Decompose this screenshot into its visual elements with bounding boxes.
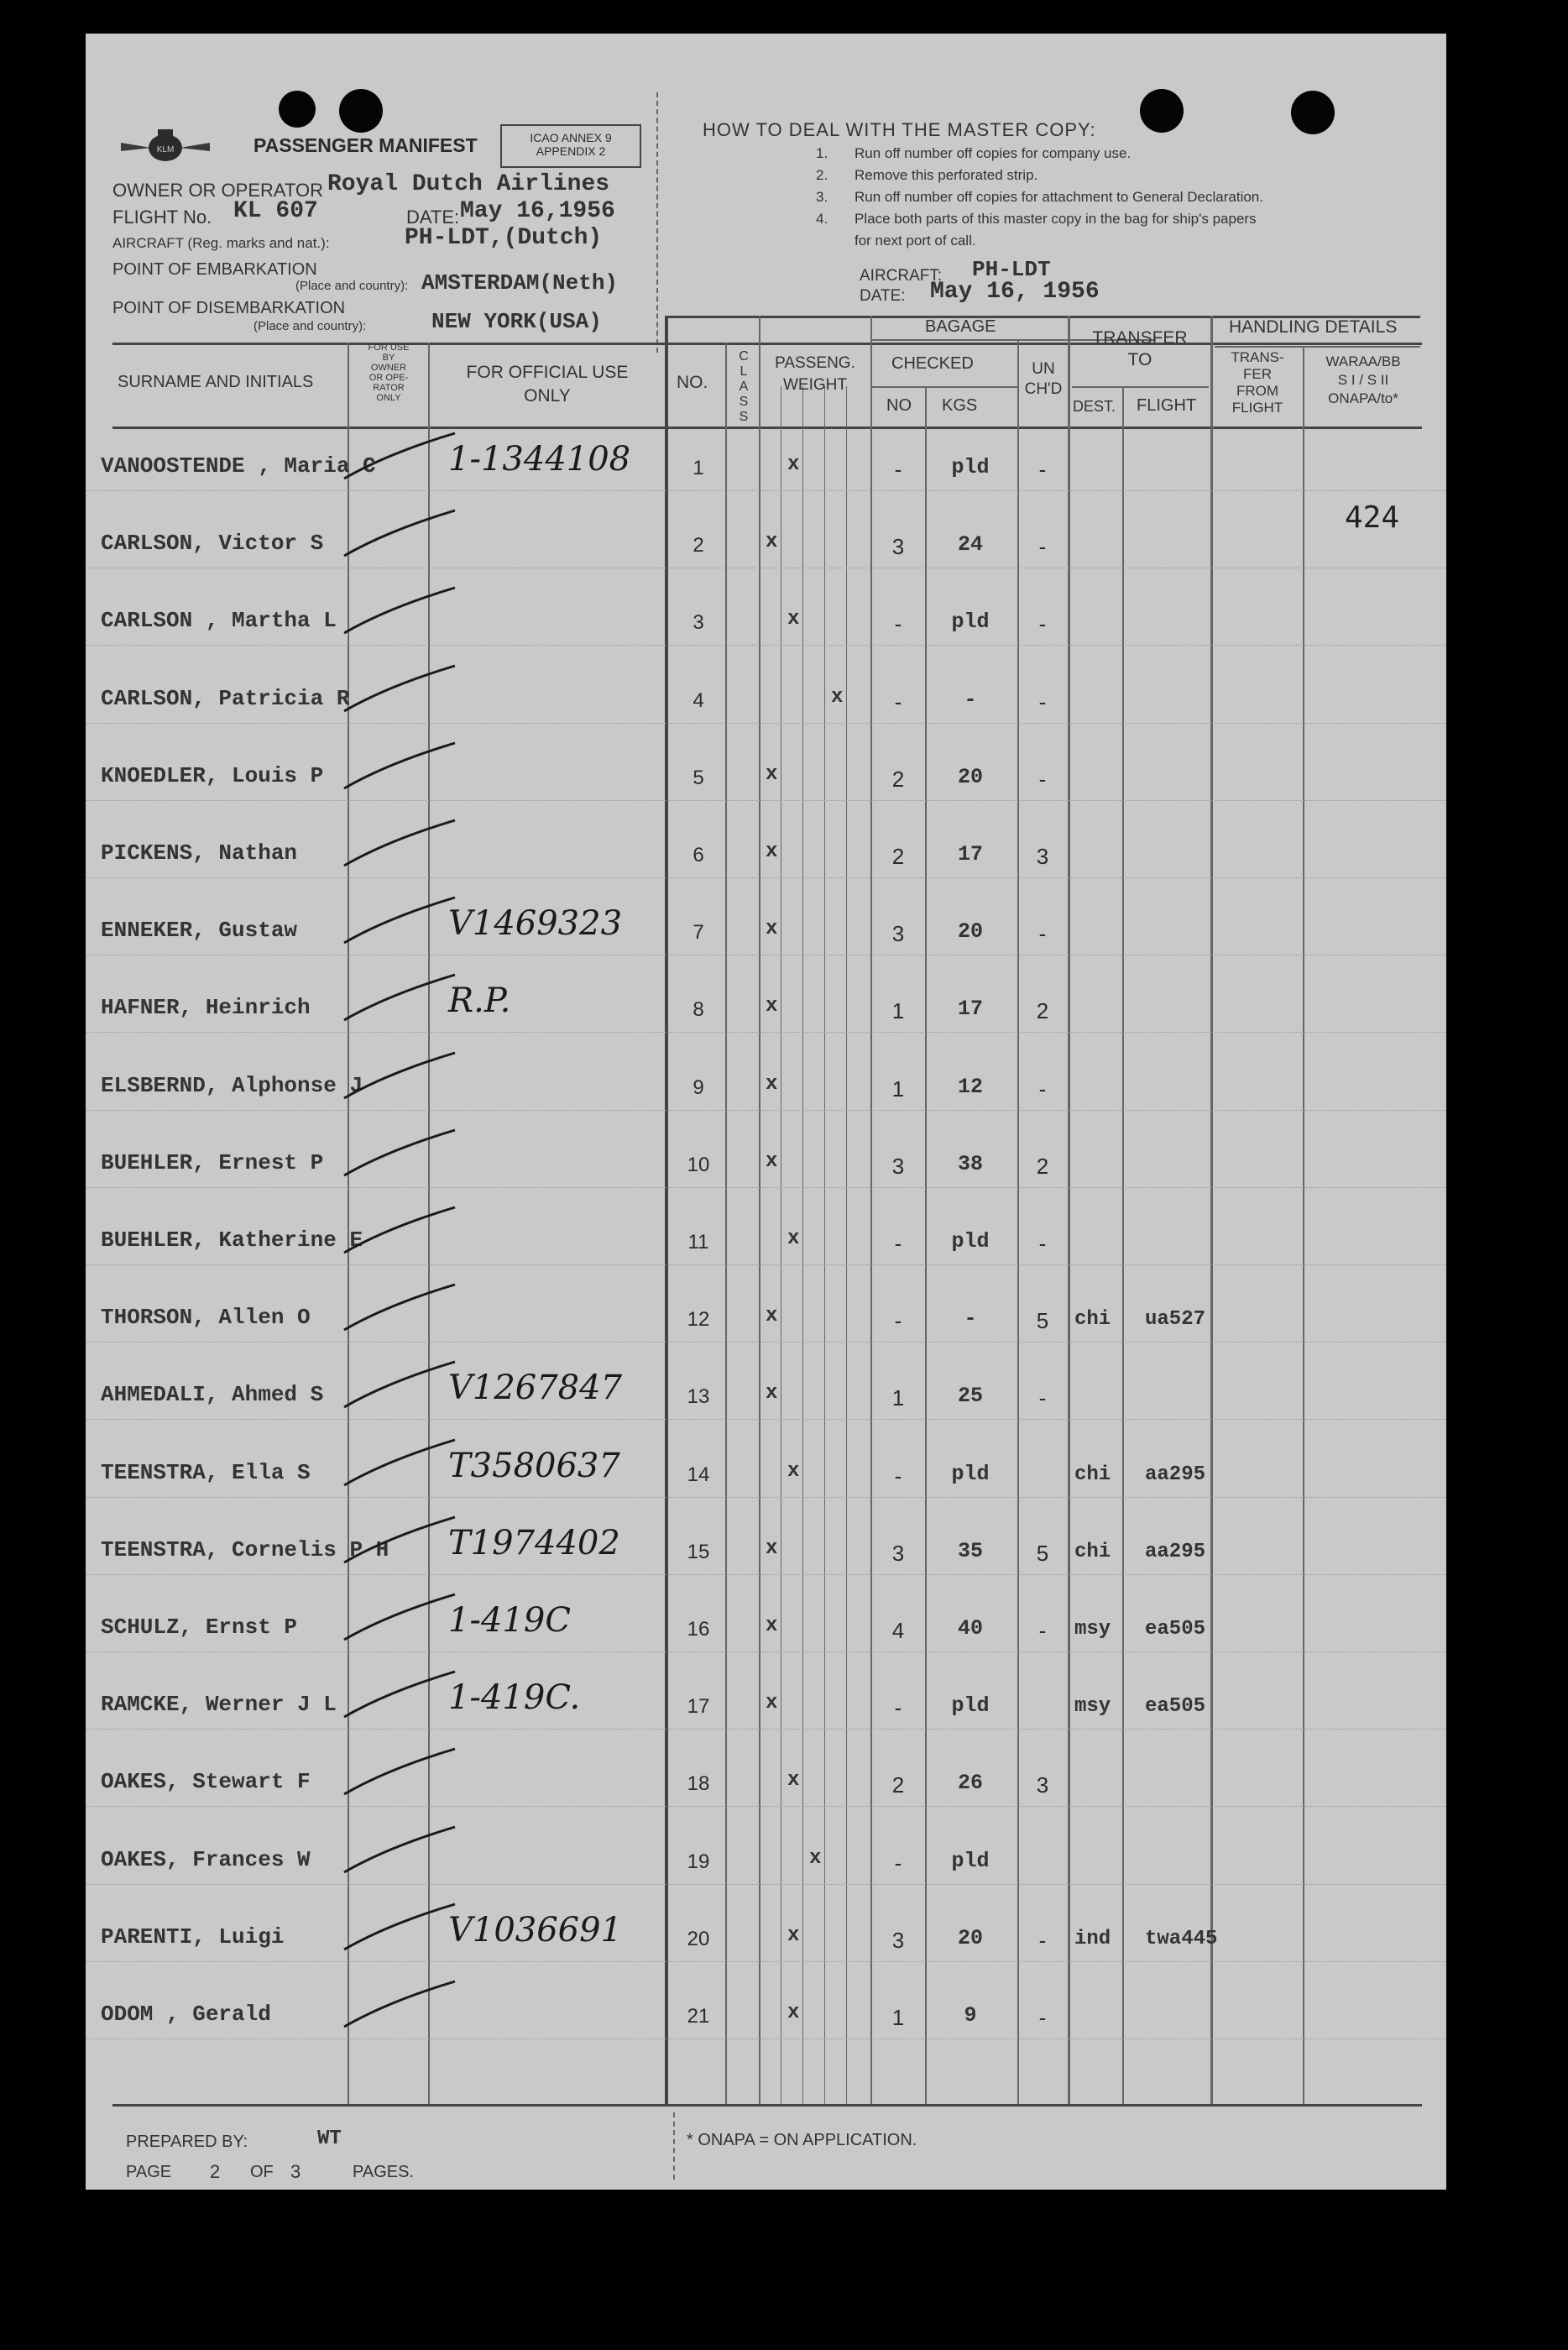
passenger-name: THORSON, Allen O xyxy=(101,1305,311,1330)
punch-hole-right-1 xyxy=(1140,89,1184,133)
official-use-entry: 1-419C. xyxy=(448,1678,581,1717)
of-value: 3 xyxy=(290,2161,301,2182)
instruction-item: 3. Run off number off copies for attachment to General Declaration. xyxy=(816,189,1263,205)
check-slash-mark xyxy=(337,1744,463,1803)
transfer-dest: ind xyxy=(1074,1928,1111,1950)
unchecked-count: 2 xyxy=(1036,998,1049,1023)
col-sep-no xyxy=(665,316,668,2104)
weight-mark: x xyxy=(766,531,778,553)
checked-count: 3 xyxy=(891,534,905,559)
row-guide-line xyxy=(86,1806,1446,1807)
passenger-name: PARENTI, Luigi xyxy=(101,1924,285,1950)
aircraft-value: PH-LDT,(Dutch) xyxy=(405,225,603,251)
checked-count: 3 xyxy=(891,1541,905,1566)
check-slash-mark xyxy=(337,1125,463,1184)
checked-kgs: 26 xyxy=(957,1771,983,1795)
check-slash-mark xyxy=(337,815,463,874)
col-header-dest: DEST. xyxy=(1073,398,1116,415)
handling-subline xyxy=(1215,346,1420,348)
checked-kgs: pld xyxy=(951,1693,990,1718)
passenger-number: 15 xyxy=(687,1541,710,1563)
unchecked-count: - xyxy=(1038,2005,1047,2030)
weight-mark: x xyxy=(787,453,800,476)
flight-label: FLIGHT No. xyxy=(112,207,212,228)
passenger-number: 16 xyxy=(687,1618,710,1641)
check-slash-mark xyxy=(337,1048,463,1107)
passenger-name: BUEHLER, Ernest P xyxy=(101,1150,324,1175)
col-sep-unchd xyxy=(1017,339,1019,2104)
weight-mark: x xyxy=(766,1382,778,1405)
col-sep-bagage xyxy=(870,316,872,2104)
of-label: OF xyxy=(250,2163,274,2181)
checked-count: 2 xyxy=(891,844,905,869)
footer-perforation xyxy=(673,2112,675,2180)
col-header-bagage: BAGAGE xyxy=(925,317,996,336)
check-slash-mark xyxy=(337,1899,463,1958)
transfer-flight: aa295 xyxy=(1145,1463,1206,1486)
prepared-by-value: WT xyxy=(317,2128,342,2150)
passenger-number: 17 xyxy=(687,1695,710,1718)
col-header-checked-no: NO xyxy=(886,396,912,415)
prepared-by-label: PREPARED BY: xyxy=(126,2133,248,2151)
checked-count: - xyxy=(894,1850,902,1876)
check-slash-mark xyxy=(337,970,463,1028)
transfer-flight: ea505 xyxy=(1145,1695,1206,1718)
instructions-title: HOW TO DEAL WITH THE MASTER COPY: xyxy=(703,119,1096,140)
checked-kgs: 17 xyxy=(957,842,983,866)
check-slash-mark xyxy=(337,1512,463,1571)
unchecked-count: - xyxy=(1038,1928,1047,1953)
official-use-entry: R.P. xyxy=(448,981,511,1020)
embarkation-label: POINT OF EMBARKATION xyxy=(112,260,317,279)
unchecked-count: - xyxy=(1038,1618,1047,1643)
passenger-name: CARLSON, Patricia R xyxy=(101,686,350,711)
check-slash-mark xyxy=(337,1357,463,1416)
checked-kgs: pld xyxy=(951,1849,990,1873)
checked-count: 1 xyxy=(891,998,905,1023)
unchecked-count: - xyxy=(1038,457,1047,482)
disembarkation-sub: (Place and country): xyxy=(253,319,367,333)
checked-count: - xyxy=(894,689,902,714)
check-slash-mark xyxy=(337,1589,463,1648)
instruction-item: 1. Run off number off copies for company use. xyxy=(816,145,1132,161)
row-guide-line xyxy=(86,490,1446,491)
embarkation-value: AMSTERDAM(Neth) xyxy=(421,270,619,296)
passenger-name: OAKES, Frances W xyxy=(101,1847,311,1872)
col-sep-kgs xyxy=(925,386,927,2104)
transfer-flight: aa295 xyxy=(1145,1541,1206,1563)
row-guide-line xyxy=(86,645,1446,646)
weight-mark: x xyxy=(787,2002,800,2024)
row-guide-line xyxy=(86,1651,1446,1652)
col-sep-transfer xyxy=(1068,316,1070,2104)
passenger-name: OAKES, Stewart F xyxy=(101,1769,311,1794)
transfer-dest: chi xyxy=(1074,1308,1111,1331)
checked-count: 3 xyxy=(891,1928,905,1953)
official-use-entry: T1974402 xyxy=(448,1524,620,1562)
passenger-name: SCHULZ, Ernst P xyxy=(101,1615,298,1640)
checked-count: 2 xyxy=(891,767,905,792)
checked-count: 1 xyxy=(891,2005,905,2030)
passenger-number: 13 xyxy=(687,1385,710,1408)
aircraft-label: AIRCRAFT (Reg. marks and nat.): xyxy=(112,235,330,251)
unchecked-count: 5 xyxy=(1036,1308,1049,1333)
row-guide-line xyxy=(86,800,1446,801)
check-slash-mark xyxy=(337,661,463,720)
passenger-name: BUEHLER, Katherine E xyxy=(101,1227,363,1253)
checked-count: - xyxy=(894,1231,902,1256)
icao-line1: ICAO ANNEX 9 xyxy=(530,131,612,144)
col-header-class: C L A S S xyxy=(739,349,749,424)
col-sep-handling xyxy=(1210,316,1213,2104)
icao-box xyxy=(500,124,641,168)
checked-kgs: 20 xyxy=(957,919,983,944)
weight-mark: x xyxy=(787,1460,800,1483)
passenger-number: 8 xyxy=(693,998,704,1021)
check-slash-mark xyxy=(337,1822,463,1881)
checked-kgs: 25 xyxy=(957,1384,983,1408)
date-label: DATE: xyxy=(406,207,460,228)
manifest-title: PASSENGER MANIFEST xyxy=(253,134,478,156)
check-slash-mark xyxy=(337,1976,463,2035)
check-slash-mark xyxy=(337,583,463,641)
checked-count: 4 xyxy=(891,1618,905,1643)
checked-kgs: 12 xyxy=(957,1075,983,1099)
col-sep-w2 xyxy=(802,386,803,2104)
checked-count: 1 xyxy=(891,1385,905,1411)
row-guide-line xyxy=(86,1419,1446,1420)
row-guide-line xyxy=(86,1574,1446,1575)
page-label: PAGE xyxy=(126,2163,172,2181)
handling-code: 424 xyxy=(1345,500,1400,535)
passenger-name: AHMEDALI, Ahmed S xyxy=(101,1382,324,1407)
punch-hole-left-1 xyxy=(279,91,316,128)
checked-count: - xyxy=(894,1308,902,1333)
passenger-name: ODOM , Gerald xyxy=(101,2002,271,2027)
checked-count: 3 xyxy=(891,921,905,946)
row-guide-line xyxy=(86,1884,1446,1885)
unchecked-count: 5 xyxy=(1036,1541,1049,1566)
instructions-date-value: May 16, 1956 xyxy=(930,279,1100,305)
weight-mark: x xyxy=(766,1615,778,1637)
weight-mark: x xyxy=(831,686,844,709)
row-guide-line xyxy=(86,1497,1446,1498)
col-sep-weight xyxy=(759,316,760,2104)
transfer-dest: msy xyxy=(1074,1618,1111,1641)
weight-mark: x xyxy=(766,763,778,786)
official-use-entry: 1-1344108 xyxy=(448,440,631,479)
passenger-number: 1 xyxy=(693,457,704,479)
passenger-number: 10 xyxy=(687,1154,710,1176)
table-header-bottom xyxy=(112,427,1422,429)
row-guide-line xyxy=(86,1264,1446,1265)
check-slash-mark xyxy=(337,1435,463,1494)
checked-kgs: 20 xyxy=(957,765,983,789)
transfer-dest: chi xyxy=(1074,1541,1111,1563)
passenger-number: 19 xyxy=(687,1850,710,1873)
passenger-number: 9 xyxy=(693,1076,704,1099)
col-header-transfer: TRANSFER TO xyxy=(1092,328,1188,369)
passenger-number: 18 xyxy=(687,1772,710,1795)
transfer-dest: msy xyxy=(1074,1695,1111,1718)
instructions-aircraft-value: PH-LDT xyxy=(972,257,1051,282)
official-use-entry: T3580637 xyxy=(448,1447,620,1485)
checked-kgs: 38 xyxy=(957,1152,983,1176)
check-slash-mark xyxy=(337,738,463,797)
manifest-sheet xyxy=(86,34,1446,2190)
klm-crown-logo-icon xyxy=(119,123,212,170)
passenger-name: ENNEKER, Gustaw xyxy=(101,918,298,943)
disembarkation-value: NEW YORK(USA) xyxy=(431,309,602,334)
unchecked-count: - xyxy=(1038,1231,1047,1256)
passenger-name: KNOEDLER, Louis P xyxy=(101,763,324,788)
disembarkation-label: POINT OF DISEMBARKATION xyxy=(112,299,346,317)
weight-mark: x xyxy=(787,1227,800,1250)
svg-text:KLM: KLM xyxy=(156,145,175,154)
weight-mark: x xyxy=(766,995,778,1018)
unchecked-count: - xyxy=(1038,534,1047,559)
checked-kgs: 20 xyxy=(957,1926,983,1950)
page-value: 2 xyxy=(210,2161,221,2182)
checked-count: - xyxy=(894,611,902,636)
weight-mark: x xyxy=(766,840,778,863)
punch-hole-left-2 xyxy=(339,89,383,133)
checked-count: - xyxy=(894,1463,902,1489)
instruction-item: 4. Place both parts of this master copy in the bag for ship's papers xyxy=(816,211,1257,227)
col-header-official-use: FOR OFFICIAL USE ONLY xyxy=(466,363,629,406)
weight-mark: x xyxy=(809,1847,822,1870)
passenger-number: 2 xyxy=(693,534,704,557)
col-header-waraa: WARAA/BB S I / S II ONAPA/to* xyxy=(1325,353,1401,406)
punch-hole-right-2 xyxy=(1291,91,1335,134)
check-slash-mark xyxy=(337,1667,463,1725)
checked-kgs: - xyxy=(964,688,977,712)
col-header-weight: PASSENG. WEIGHT xyxy=(775,354,855,394)
checked-count: 1 xyxy=(891,1076,905,1102)
passenger-number: 12 xyxy=(687,1308,710,1331)
checked-count: - xyxy=(894,1695,902,1720)
col-header-handling: HANDLING DETAILS xyxy=(1229,317,1398,337)
row-guide-line xyxy=(86,1110,1446,1111)
passenger-number: 7 xyxy=(693,921,704,944)
passenger-number: 5 xyxy=(693,767,704,789)
unchecked-count: - xyxy=(1038,1076,1047,1102)
col-sep-waraa xyxy=(1303,346,1304,2104)
instruction-item: for next port of call. xyxy=(855,233,976,249)
instructions-aircraft-label: AIRCRAFT: xyxy=(860,267,943,285)
passenger-name: CARLSON, Victor S xyxy=(101,531,324,556)
col-sep-dest xyxy=(1122,386,1124,2104)
icao-line2: APPENDIX 2 xyxy=(536,144,606,158)
perforation-strip xyxy=(656,92,658,353)
passenger-name: PICKENS, Nathan xyxy=(101,840,298,866)
weight-mark: x xyxy=(766,1073,778,1096)
unchecked-count: - xyxy=(1038,921,1047,946)
passenger-number: 11 xyxy=(687,1231,709,1254)
passenger-name: CARLSON , Martha L xyxy=(101,608,337,633)
instruction-item: 2. Remove this perforated strip. xyxy=(816,167,1038,183)
col-header-no: NO. xyxy=(677,373,708,392)
unchecked-count: - xyxy=(1038,1385,1047,1411)
unchecked-count: 3 xyxy=(1036,1772,1049,1798)
checked-kgs: pld xyxy=(951,1462,990,1486)
col-sep-w3 xyxy=(824,386,825,2104)
checked-count: 3 xyxy=(891,1154,905,1179)
passenger-name: VANOOSTENDE , Maria C xyxy=(101,453,376,479)
passenger-name: TEENSTRA, Ella S xyxy=(101,1460,311,1485)
row-guide-line xyxy=(86,1187,1446,1188)
col-header-owner-use: FOR USE BY OWNER OR OPE- RATOR ONLY xyxy=(368,343,410,403)
row-guide-line xyxy=(86,1032,1446,1033)
col-sep-w4 xyxy=(846,386,847,2104)
col-sep-class xyxy=(725,343,727,2104)
weight-mark: x xyxy=(766,1150,778,1173)
unchecked-count: - xyxy=(1038,611,1047,636)
checked-kgs: 35 xyxy=(957,1539,983,1563)
passenger-name: RAMCKE, Werner J L xyxy=(101,1692,337,1717)
col-header-transfer-from: TRANS- FER FROM FLIGHT xyxy=(1231,349,1284,416)
col-header-checked: CHECKED xyxy=(891,354,974,373)
check-slash-mark xyxy=(337,428,463,487)
passenger-number: 20 xyxy=(687,1928,710,1950)
weight-mark: x xyxy=(787,1769,800,1792)
checked-kgs: pld xyxy=(951,610,990,634)
official-use-entry: V1469323 xyxy=(448,904,623,943)
check-slash-mark xyxy=(337,1202,463,1261)
owner-label: OWNER OR OPERATOR xyxy=(112,180,323,201)
weight-mark: x xyxy=(766,1537,778,1560)
passenger-name: ELSBERND, Alphonse J xyxy=(101,1073,363,1098)
checked-kgs: 9 xyxy=(964,2003,977,2028)
date-value: May 16,1956 xyxy=(460,198,615,224)
check-slash-mark xyxy=(337,892,463,951)
check-slash-mark xyxy=(337,1280,463,1338)
official-use-entry: V1267847 xyxy=(448,1369,623,1407)
passenger-number: 6 xyxy=(693,844,704,866)
transfer-dest: chi xyxy=(1074,1463,1111,1486)
transfer-flight: ua527 xyxy=(1145,1308,1206,1331)
unchecked-count: - xyxy=(1038,767,1047,792)
checked-kgs: 17 xyxy=(957,997,983,1021)
transfer-flight: twa445 xyxy=(1145,1928,1218,1950)
row-guide-line xyxy=(86,1729,1446,1730)
transfer-flight: ea505 xyxy=(1145,1618,1206,1641)
table-header-top xyxy=(112,343,1422,345)
weight-mark: x xyxy=(766,1692,778,1714)
weight-mark: x xyxy=(787,1924,800,1947)
passenger-number: 4 xyxy=(693,689,704,712)
passenger-name: TEENSTRA, Cornelis P H xyxy=(101,1537,389,1562)
weight-mark: x xyxy=(766,1305,778,1327)
official-use-entry: 1-419C xyxy=(448,1601,571,1640)
pages-label: PAGES. xyxy=(353,2163,414,2181)
flight-value: KL 607 xyxy=(233,198,318,224)
checked-kgs: pld xyxy=(951,455,990,479)
unchecked-count: - xyxy=(1038,689,1047,714)
passenger-number: 21 xyxy=(687,2005,710,2028)
weight-mark: x xyxy=(766,918,778,940)
transfer-subline xyxy=(1072,386,1209,388)
passenger-name: HAFNER, Heinrich xyxy=(101,995,311,1020)
owner-value: Royal Dutch Airlines xyxy=(327,171,610,197)
embarkation-sub: (Place and country): xyxy=(295,279,409,293)
checked-count: 2 xyxy=(891,1772,905,1798)
checked-kgs: 40 xyxy=(957,1616,983,1641)
instructions-list xyxy=(816,143,1263,252)
checked-subline xyxy=(870,386,1017,388)
checked-kgs: 24 xyxy=(957,532,983,557)
check-slash-mark xyxy=(337,505,463,564)
weight-mark: x xyxy=(787,608,800,631)
row-guide-line xyxy=(86,1961,1446,1962)
passenger-number: 14 xyxy=(687,1463,710,1486)
unchecked-count: 2 xyxy=(1036,1154,1049,1179)
instructions-date-label: DATE: xyxy=(860,287,906,305)
checked-kgs: - xyxy=(964,1306,977,1331)
official-use-entry: V1036691 xyxy=(448,1911,623,1950)
col-header-checked-kgs: KGS xyxy=(942,396,978,415)
table-bottom-line xyxy=(112,2104,1422,2107)
row-guide-line xyxy=(86,877,1446,878)
col-header-flight: FLIGHT xyxy=(1137,396,1197,415)
checked-kgs: pld xyxy=(951,1229,990,1254)
col-header-unchd: UN CH'D xyxy=(1024,360,1063,398)
passenger-number: 3 xyxy=(693,611,704,634)
row-guide-line xyxy=(86,723,1446,724)
checked-count: - xyxy=(894,457,902,482)
col-header-surname: SURNAME AND INITIALS xyxy=(118,373,314,391)
onapa-note: * ONAPA = ON APPLICATION. xyxy=(687,2131,917,2149)
unchecked-count: 3 xyxy=(1036,844,1049,869)
